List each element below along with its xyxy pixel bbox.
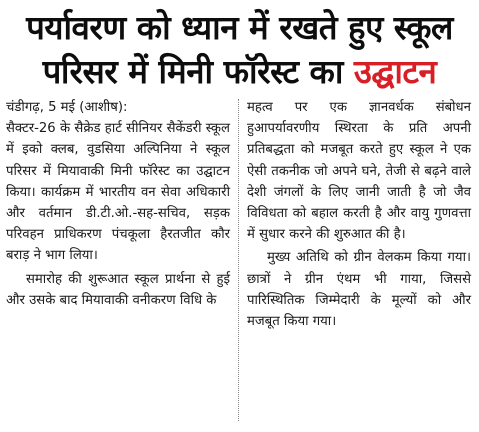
dateline: चंडीगढ़, 5 मई (आशीष): — [6, 100, 128, 115]
headline-highlight-word: उद्घाटन — [353, 52, 437, 91]
article-paragraph: समारोह की शुरूआत स्कूल प्रार्थना से हुई और उसके बाद मियावाकी वनीकरण विधि के — [6, 271, 230, 308]
column-divider — [238, 99, 239, 421]
article-column-right — [247, 97, 471, 332]
headline-line-1: पर्यावरण को ध्यान में रखते हुए स्कूल — [26, 8, 453, 47]
article-column-left — [6, 97, 230, 311]
headline-line-2 — [0, 52, 479, 92]
article-paragraph-text: सैक्टर-26 के सैक्रेड हार्ट सीनियर सैकेंडरी स्कूल में इको क्लब, वुडसिया अल्पिनिया ने स्कूल परिसर में मियावाकी मिनी फॉरेस्ट का उद्घाटन किया। कार्यक्रम में भारतीय वन सेवा अधिकारी और वर्तमान डी.टी.ओ.-सह-सचिव, सड़क परिवहन प्राधिकरण पंचकूला हैरतजीत कौर बराड़ ने भाग लिया। — [6, 121, 230, 264]
article-paragraph — [6, 97, 230, 267]
article-paragraph: मुख्य अतिथि को ग्रीन वेलकम किया गया। छात्रों ने ग्रीन एंथम भी गाया, जिससे पारिस्थितिक जिम्मेदारी के मूल्यों को और मजबूत किया गया। — [247, 250, 471, 330]
article-paragraph: महत्व पर एक ज्ञानवर्धक संबोधन हुआपर्यावरणीय स्थिरता के प्रति अपनी प्रतिबद्धता को मजबूत करते हुए स्कूल ने एक ऐसी तकनीक जो अपने घने, तेजी से बढ़ने वाले देशी जंगलों के लिए जानी जाती है जो जैव विविधता को बहाल करती है और वायु गुणवत्ता में सुधार करने की शुरुआत की है। — [247, 100, 471, 243]
headline-line-2-text: परिसर में मिनी फॉरेस्ट का — [42, 52, 354, 91]
